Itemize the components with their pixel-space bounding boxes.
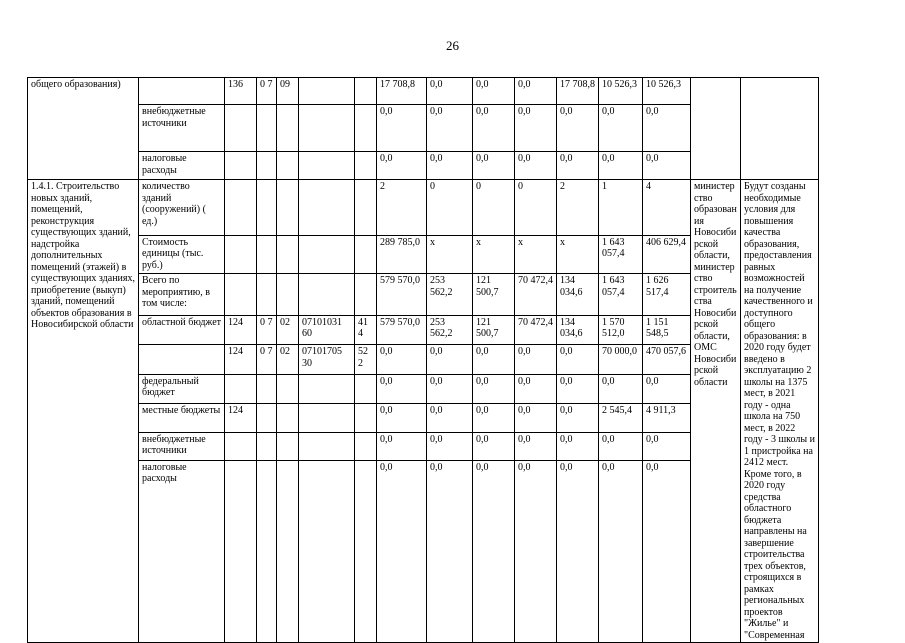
value-cell: 0,0 xyxy=(427,78,473,105)
value-cell xyxy=(257,235,277,273)
value-cell: 124 xyxy=(225,404,257,432)
value-cell xyxy=(277,274,299,316)
value-cell xyxy=(299,432,355,460)
value-cell: 02 xyxy=(277,345,299,374)
value-cell: 4 xyxy=(643,180,691,236)
value-cell xyxy=(277,235,299,273)
value-cell: 4 911,3 xyxy=(643,404,691,432)
indicator-label: Всего по мероприятию, в том числе: xyxy=(139,274,225,316)
value-cell xyxy=(277,404,299,432)
value-cell xyxy=(225,374,257,403)
value-cell xyxy=(355,78,377,105)
value-cell: 0,0 xyxy=(473,105,515,152)
value-cell: 0,0 xyxy=(643,460,691,642)
value-cell: 0,0 xyxy=(515,78,557,105)
value-cell: 124 xyxy=(225,345,257,374)
page-number: 26 xyxy=(0,38,905,54)
value-cell: 0 xyxy=(515,180,557,236)
value-cell: 0,0 xyxy=(515,374,557,403)
value-cell: 0,0 xyxy=(557,345,599,374)
value-cell: 1 xyxy=(599,180,643,236)
value-cell: 1 626 517,4 xyxy=(643,274,691,316)
value-cell xyxy=(277,180,299,236)
value-cell xyxy=(257,460,277,642)
value-cell: 579 570,0 xyxy=(377,315,427,344)
value-cell: 10 526,3 xyxy=(599,78,643,105)
value-cell xyxy=(225,432,257,460)
value-cell xyxy=(257,180,277,236)
value-cell: 17 708,8 xyxy=(377,78,427,105)
value-cell: 07101031 60 xyxy=(299,315,355,344)
value-cell: 0,0 xyxy=(515,432,557,460)
value-cell xyxy=(299,460,355,642)
value-cell: 70 472,4 xyxy=(515,274,557,316)
value-cell: x xyxy=(515,235,557,273)
value-cell xyxy=(355,180,377,236)
value-cell xyxy=(355,374,377,403)
value-cell: 70 472,4 xyxy=(515,315,557,344)
value-cell: 0,0 xyxy=(427,105,473,152)
value-cell: 1 643 057,4 xyxy=(599,235,643,273)
value-cell: 0,0 xyxy=(473,152,515,180)
value-cell xyxy=(225,235,257,273)
value-cell: 0,0 xyxy=(557,374,599,403)
indicator-label: количество зданий (сооружений) ( ед.) xyxy=(139,180,225,236)
value-cell: 0,0 xyxy=(643,432,691,460)
value-cell xyxy=(277,460,299,642)
value-cell: 0,0 xyxy=(515,345,557,374)
value-cell: 121 500,7 xyxy=(473,274,515,316)
indicator-label: внебюджетные источники xyxy=(139,432,225,460)
value-cell xyxy=(257,105,277,152)
value-cell: 0,0 xyxy=(473,432,515,460)
measures-table xyxy=(27,77,905,643)
table-row xyxy=(28,78,905,105)
value-cell: 0,0 xyxy=(427,432,473,460)
value-cell: 0,0 xyxy=(599,105,643,152)
value-cell: 0,0 xyxy=(643,374,691,403)
value-cell: 0,0 xyxy=(515,152,557,180)
value-cell: 0,0 xyxy=(427,374,473,403)
value-cell: 2 xyxy=(557,180,599,236)
value-cell: 0,0 xyxy=(377,345,427,374)
indicator-label: местные бюджеты xyxy=(139,404,225,432)
value-cell xyxy=(277,432,299,460)
value-cell: 0,0 xyxy=(643,105,691,152)
value-cell: 0,0 xyxy=(427,152,473,180)
value-cell xyxy=(257,404,277,432)
value-cell xyxy=(355,460,377,642)
indicator-label: областной бюджет xyxy=(139,315,225,344)
table-row xyxy=(28,180,905,236)
value-cell: 0,0 xyxy=(515,404,557,432)
value-cell: 1 151 548,5 xyxy=(643,315,691,344)
value-cell xyxy=(257,432,277,460)
value-cell: 70 000,0 xyxy=(599,345,643,374)
value-cell: 41 4 xyxy=(355,315,377,344)
value-cell: 136 xyxy=(225,78,257,105)
expected-result: Будут созданы необходимые условия для повышения качества образования, предоставления равных возможностей на получение качественного и доступного общего образования: в 2020 году будет введено в эксплуатацию 2 школы на 1375 мест, в 2021 году - одна школа на 750 мест, в 2022 году - 3 школы и 1 пристройка на 2412 мест. Кроме того, в 2020 году средства областного бюджета направлены на завершение строительства трех объектов, строящихся в рамках региональных проектов "Жилье" и "Современная xyxy=(741,180,819,643)
value-cell xyxy=(277,374,299,403)
indicator-label: налоговые расходы xyxy=(139,152,225,180)
indicator-label: Стоимость единицы (тыс. руб.) xyxy=(139,235,225,273)
value-cell xyxy=(299,180,355,236)
value-cell xyxy=(277,152,299,180)
indicator-label: федеральный бюджет xyxy=(139,374,225,403)
value-cell: 09 xyxy=(277,78,299,105)
value-cell: 07101705 30 xyxy=(299,345,355,374)
value-cell: 289 785,0 xyxy=(377,235,427,273)
value-cell xyxy=(225,274,257,316)
value-cell xyxy=(225,105,257,152)
value-cell xyxy=(225,180,257,236)
value-cell xyxy=(299,374,355,403)
value-cell: 0,0 xyxy=(515,105,557,152)
value-cell: 02 xyxy=(277,315,299,344)
value-cell: 0 7 xyxy=(257,315,277,344)
value-cell: 134 034,6 xyxy=(557,315,599,344)
value-cell: 0,0 xyxy=(557,460,599,642)
value-cell: 0,0 xyxy=(377,404,427,432)
value-cell: 0,0 xyxy=(473,374,515,403)
value-cell: 0,0 xyxy=(377,152,427,180)
value-cell xyxy=(257,274,277,316)
value-cell xyxy=(225,460,257,642)
value-cell: 0,0 xyxy=(557,105,599,152)
value-cell xyxy=(299,235,355,273)
value-cell xyxy=(299,152,355,180)
value-cell: x xyxy=(557,235,599,273)
value-cell: 0,0 xyxy=(599,152,643,180)
value-cell: 253 562,2 xyxy=(427,315,473,344)
value-cell: 0,0 xyxy=(377,432,427,460)
result-cont xyxy=(741,78,819,180)
value-cell: 0,0 xyxy=(427,345,473,374)
value-cell xyxy=(355,105,377,152)
value-cell: x xyxy=(473,235,515,273)
value-cell: 0,0 xyxy=(377,105,427,152)
measure-name: 1.4.1. Строительство новых зданий, помещений, реконструкция существующих зданий, надстройка дополнительных помещений (этажей) в существующих зданиях, приобретение (выкуп) зданий, помещений объектов образования в Новосибирской области xyxy=(28,180,139,643)
value-cell xyxy=(299,274,355,316)
value-cell xyxy=(225,152,257,180)
value-cell: 0,0 xyxy=(473,78,515,105)
value-cell xyxy=(355,404,377,432)
value-cell: 470 057,6 xyxy=(643,345,691,374)
indicator-label xyxy=(139,78,225,105)
value-cell: 0,0 xyxy=(377,460,427,642)
indicator-label: налоговые расходы xyxy=(139,460,225,642)
executors-cont xyxy=(691,78,741,180)
value-cell: 0,0 xyxy=(557,404,599,432)
value-cell: 1 570 512,0 xyxy=(599,315,643,344)
value-cell xyxy=(355,274,377,316)
value-cell: 0 7 xyxy=(257,345,277,374)
value-cell: 0,0 xyxy=(599,374,643,403)
value-cell: 253 562,2 xyxy=(427,274,473,316)
value-cell xyxy=(299,78,355,105)
measure-name-cont: общего образования) xyxy=(28,78,139,180)
value-cell: 17 708,8 xyxy=(557,78,599,105)
value-cell: 406 629,4 xyxy=(643,235,691,273)
value-cell: 0,0 xyxy=(473,345,515,374)
value-cell: 0 7 xyxy=(257,78,277,105)
value-cell xyxy=(355,432,377,460)
value-cell: 579 570,0 xyxy=(377,274,427,316)
indicator-label: внебюджетные источники xyxy=(139,105,225,152)
value-cell: x xyxy=(427,235,473,273)
value-cell: 0,0 xyxy=(599,432,643,460)
value-cell: 0 xyxy=(427,180,473,236)
indicator-label xyxy=(139,345,225,374)
value-cell: 1 643 057,4 xyxy=(599,274,643,316)
value-cell: 134 034,6 xyxy=(557,274,599,316)
value-cell: 0,0 xyxy=(515,460,557,642)
value-cell: 0,0 xyxy=(643,152,691,180)
value-cell xyxy=(299,105,355,152)
value-cell: 0,0 xyxy=(473,404,515,432)
value-cell: 0,0 xyxy=(377,374,427,403)
value-cell: 0,0 xyxy=(427,460,473,642)
value-cell: 0,0 xyxy=(599,460,643,642)
value-cell: 0,0 xyxy=(427,404,473,432)
executors: министерство образования Новосибирской области, министерство строительства Новосибирской области, ОМС Новосибирской области xyxy=(691,180,741,643)
value-cell: 0,0 xyxy=(557,152,599,180)
value-cell: 2 545,4 xyxy=(599,404,643,432)
value-cell: 124 xyxy=(225,315,257,344)
value-cell: 10 526,3 xyxy=(643,78,691,105)
value-cell: 0 xyxy=(473,180,515,236)
value-cell: 121 500,7 xyxy=(473,315,515,344)
value-cell: 52 2 xyxy=(355,345,377,374)
value-cell: 2 xyxy=(377,180,427,236)
value-cell xyxy=(355,152,377,180)
value-cell: 0,0 xyxy=(557,432,599,460)
value-cell xyxy=(257,374,277,403)
value-cell xyxy=(257,152,277,180)
value-cell xyxy=(299,404,355,432)
value-cell: 0,0 xyxy=(473,460,515,642)
value-cell xyxy=(277,105,299,152)
value-cell xyxy=(355,235,377,273)
